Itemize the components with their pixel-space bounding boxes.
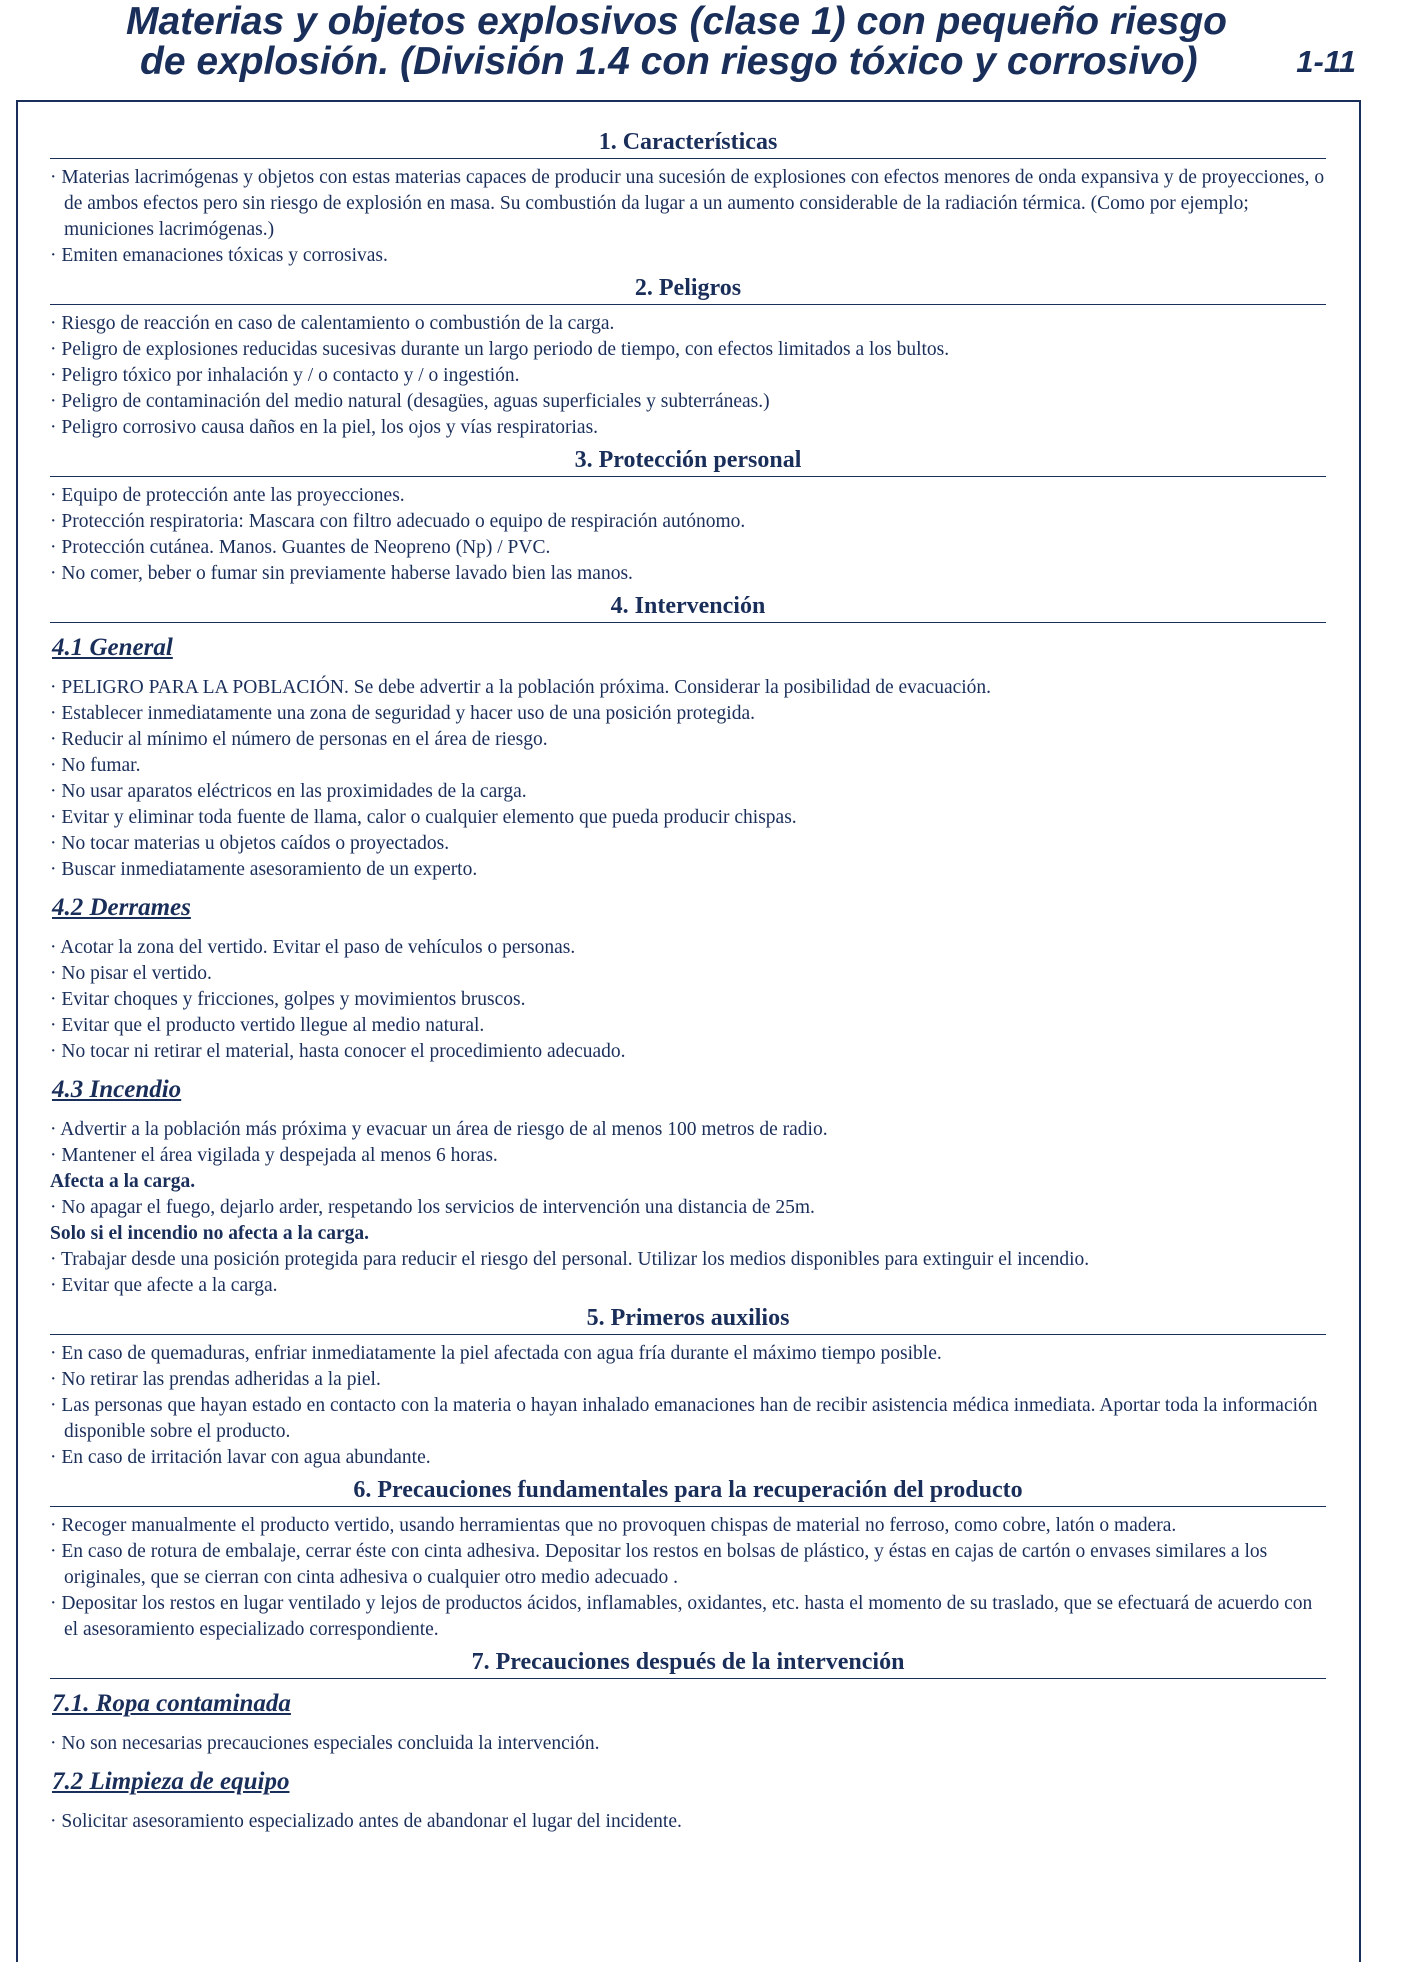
subsection-ropa [50, 1731, 1326, 1757]
list-item: · No pisar el vertido. [50, 961, 1326, 987]
list-item: · Trabajar desde una posición protegida para reducir el riesgo del personal. Utilizar los medios disponibles para extinguir el incendio. [50, 1247, 1326, 1273]
list-item: · En caso de irritación lavar con agua abundante. [50, 1445, 1326, 1471]
subsection-title-limpieza: 7.2 Limpieza de equipo [52, 1768, 290, 1795]
title-line-2: de explosión. (División 1.4 con riesgo tóxico y corrosivo) [140, 40, 1198, 83]
section-title-intervencion: 4. Intervención [50, 592, 1326, 623]
subsection-title-incendio: 4.3 Incendio [52, 1076, 182, 1103]
list-item: · En caso de quemaduras, enfriar inmediatamente la piel afectada con agua fría durante el máximo tiempo posible. [50, 1341, 1326, 1367]
section-title-primeros-auxilios: 5. Primeros auxilios [50, 1304, 1326, 1335]
list-item: · No retirar las prendas adheridas a la piel. [50, 1367, 1326, 1393]
list-item: · Depositar los restos en lugar ventilado y lejos de productos ácidos, inflamables, oxidantes, etc. hasta el momento de su traslado, que se efectuará de acuerdo con el asesoramiento especializado correspondiente. [50, 1591, 1326, 1643]
subsection-title-derrames: 4.2 Derrames [52, 894, 191, 921]
list-item: · Peligro de explosiones reducidas sucesivas durante un largo periodo de tiempo, con efectos limitados a los bultos. [50, 337, 1326, 363]
subsection-incendio-a [50, 1117, 1326, 1169]
subsection-incendio-c [50, 1247, 1326, 1299]
section-precauciones-recuperacion [50, 1513, 1326, 1643]
list-item: · No tocar materias u objetos caídos o proyectados. [50, 831, 1326, 857]
list-item: · Mantener el área vigilada y despejada al menos 6 horas. [50, 1143, 1326, 1169]
document-title [120, 2, 1350, 82]
list-item: · No son necesarias precauciones especiales concluida la intervención. [50, 1731, 1326, 1757]
list-item: · Establecer inmediatamente una zona de seguridad y hacer uso de una posición protegida. [50, 701, 1326, 727]
list-item: · No comer, beber o fumar sin previamente haberse lavado bien las manos. [50, 561, 1326, 587]
list-item: · No apagar el fuego, dejarlo arder, respetando los servicios de intervención una distancia de 25m. [50, 1195, 1326, 1221]
list-item: · Evitar y eliminar toda fuente de llama, calor o cualquier elemento que pueda producir chispas. [50, 805, 1326, 831]
sheet-code: 1-11 [1296, 44, 1356, 79]
list-item: · No tocar ni retirar el material, hasta conocer el procedimiento adecuado. [50, 1039, 1326, 1065]
section-title-precauciones-despues: 7. Precauciones después de la intervención [50, 1648, 1326, 1679]
list-item: · Evitar choques y fricciones, golpes y movimientos bruscos. [50, 987, 1326, 1013]
list-item: · Las personas que hayan estado en contacto con la materia o hayan inhalado emanaciones han de recibir asistencia médica inmediata. Aportar toda la información disponible sobre el producto. [50, 1393, 1326, 1445]
subsection-general [50, 675, 1326, 883]
content [50, 128, 1326, 1835]
list-item: · Peligro de contaminación del medio natural (desagües, aguas superficiales y subterráneas.) [50, 389, 1326, 415]
list-item: · No fumar. [50, 753, 1326, 779]
list-item: · PELIGRO PARA LA POBLACIÓN. Se debe advertir a la población próxima. Considerar la posibilidad de evacuación. [50, 675, 1326, 701]
list-item: · No usar aparatos eléctricos en las proximidades de la carga. [50, 779, 1326, 805]
list-item: · Riesgo de reacción en caso de calentamiento o combustión de la carga. [50, 311, 1326, 337]
list-item: · Advertir a la población más próxima y evacuar un área de riesgo de al menos 100 metros de radio. [50, 1117, 1326, 1143]
list-item: · Peligro corrosivo causa daños en la piel, los ojos y vías respiratorias. [50, 415, 1326, 441]
list-item: · Peligro tóxico por inhalación y / o contacto y / o ingestión. [50, 363, 1326, 389]
subsection-incendio-b [50, 1195, 1326, 1221]
list-item: · En caso de rotura de embalaje, cerrar éste con cinta adhesiva. Depositar los restos en bolsas de plástico, y éstas en cajas de cartón o envases similares a los originales, que se cierran con cinta adhesiva o cualquier otro medio adecuado . [50, 1539, 1326, 1591]
section-primeros-auxilios [50, 1341, 1326, 1471]
list-item: · Solicitar asesoramiento especializado antes de abandonar el lugar del incidente. [50, 1809, 1326, 1835]
subsection-derrames [50, 935, 1326, 1065]
list-item: · Equipo de protección ante las proyecciones. [50, 483, 1326, 509]
list-item: · Evitar que el producto vertido llegue al medio natural. [50, 1013, 1326, 1039]
section-title-peligros: 2. Peligros [50, 274, 1326, 305]
list-item: · Protección cutánea. Manos. Guantes de Neopreno (Np) / PVC. [50, 535, 1326, 561]
subsection-title-ropa: 7.1. Ropa contaminada [52, 1690, 291, 1717]
list-item: · Emiten emanaciones tóxicas y corrosivas. [50, 243, 1326, 269]
title-line-1: Materias y objetos explosivos (clase 1) con pequeño riesgo [126, 0, 1228, 43]
subsection-title-general: 4.1 General [52, 634, 173, 661]
section-proteccion [50, 483, 1326, 587]
section-title-precauciones-recuperacion: 6. Precauciones fundamentales para la recuperación del producto [50, 1476, 1326, 1507]
list-item: · Reducir al mínimo el número de personas en el área de riesgo. [50, 727, 1326, 753]
list-item: · Materias lacrimógenas y objetos con estas materias capaces de producir una sucesión de explosiones con efectos menores de onda expansiva y de proyecciones, o de ambos efectos pero sin riesgo de explosión en masa. Su combustión da lugar a un aumento considerable de la radiación térmica. (Como por ejemplo; municiones lacrimógenas.) [50, 165, 1326, 243]
list-item: · Evitar que afecte a la carga. [50, 1273, 1326, 1299]
list-item: · Protección respiratoria: Mascara con filtro adecuado o equipo de respiración autónomo. [50, 509, 1326, 535]
list-item: · Buscar inmediatamente asesoramiento de un experto. [50, 857, 1326, 883]
incendio-bold-no-afecta: Solo si el incendio no afecta a la carga. [50, 1223, 370, 1244]
subsection-limpieza [50, 1809, 1326, 1835]
list-item: · Acotar la zona del vertido. Evitar el paso de vehículos o personas. [50, 935, 1326, 961]
list-item: · Recoger manualmente el producto vertido, usando herramientas que no provoquen chispas de material no ferroso, como cobre, latón o madera. [50, 1513, 1326, 1539]
section-title-proteccion: 3. Protección personal [50, 446, 1326, 477]
section-peligros [50, 311, 1326, 441]
section-caracteristicas [50, 165, 1326, 269]
incendio-bold-afecta: Afecta a la carga. [50, 1171, 196, 1192]
section-title-caracteristicas: 1. Características [50, 128, 1326, 159]
